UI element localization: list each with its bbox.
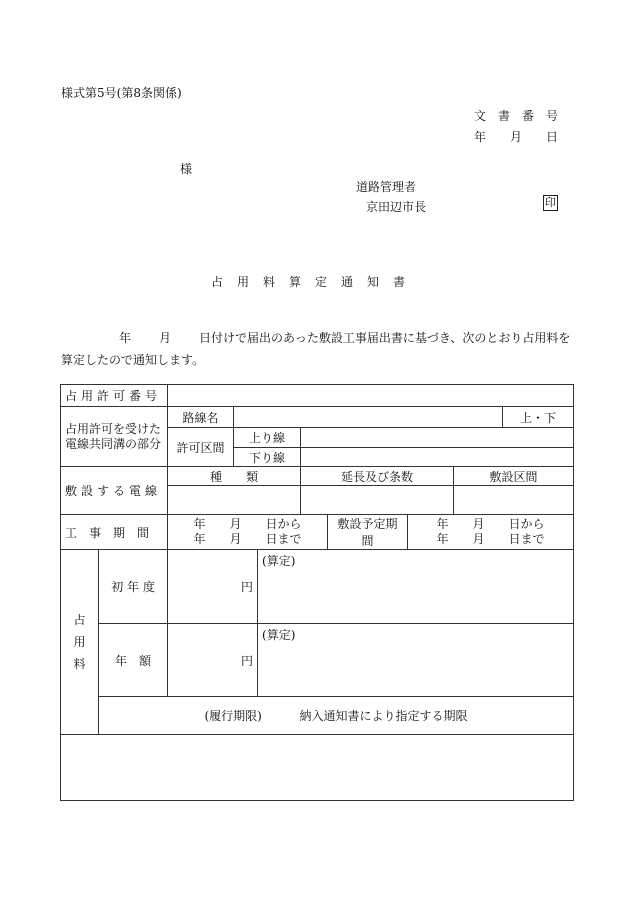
intro-paragraph [61, 327, 573, 371]
first-year-calc: (算定) [258, 550, 574, 624]
fee-label-char-2: 用 [73, 635, 86, 649]
cable-section-value [454, 486, 574, 515]
annual-yen: 円 [168, 624, 258, 697]
cable-section-header: 敷設区間 [454, 467, 574, 486]
permit-section-label: 許可区間 [168, 428, 234, 467]
first-year-yen: 円 [168, 550, 258, 624]
down-line-value [301, 448, 574, 467]
deadline-label: (履行期限) [204, 709, 262, 723]
fee-calculation-table [60, 384, 574, 801]
work-period-to: 年 月 日まで [193, 532, 302, 546]
planned-period-dates [408, 515, 574, 550]
planned-period-to: 年 月 日まで [436, 532, 545, 546]
deadline-row [99, 697, 574, 735]
mayor-label: 京田辺市長 [366, 200, 427, 214]
annual-calc: (算定) [258, 624, 574, 697]
route-name-value [234, 407, 503, 428]
fee-label [61, 550, 99, 735]
intro-text: 日付けで届出のあった敷設工事届出書に基づき、次のとおり占用料を算定したので通知します。 [61, 331, 571, 367]
cable-length-value [301, 486, 454, 515]
cable-label: 敷設する電線 [61, 467, 168, 515]
intro-month: 月 [159, 331, 172, 345]
issue-date-label: 年 月 日 [473, 130, 558, 144]
cable-type-header: 種 類 [168, 467, 301, 486]
annual-label: 年 額 [99, 624, 168, 697]
down-line-label: 下り線 [234, 448, 301, 467]
remarks-area [61, 735, 574, 801]
up-line-value [301, 428, 574, 448]
deadline-text: 納入通知書により指定する期限 [299, 709, 468, 723]
addressee-suffix: 様 [180, 162, 193, 176]
cable-length-header: 延長及び条数 [301, 467, 454, 486]
permit-number-value [168, 385, 574, 407]
document-title: 占用料算定通知書 [210, 275, 419, 289]
road-manager-label: 道路管理者 [356, 180, 417, 194]
work-period-from: 年 月 日から [193, 517, 302, 531]
document-number-block [474, 106, 558, 148]
up-line-label: 上り線 [234, 428, 301, 448]
planned-period-label: 敷設予定期間 [328, 515, 408, 550]
seal-stamp: 印 [545, 196, 556, 209]
planned-period-from: 年 月 日から [436, 517, 545, 531]
document-number-label: 文 書 番 号 [473, 109, 558, 123]
work-period-dates [168, 515, 328, 550]
cable-type-value [168, 486, 301, 515]
fee-label-char-1: 占 [73, 613, 86, 627]
route-name-label: 路線名 [168, 407, 234, 428]
intro-year: 年 [119, 331, 132, 345]
fee-label-char-3: 料 [73, 657, 86, 671]
permit-number-label: 占用許可番号 [61, 385, 168, 407]
up-down-label: 上・下 [503, 407, 574, 428]
first-year-label: 初 年 度 [99, 550, 168, 624]
shared-ditch-label: 占用許可を受けた電線共同溝の部分 [61, 407, 168, 467]
form-number: 様式第5号(第8条関係) [61, 86, 182, 100]
work-period-label: 工 事 期 間 [61, 515, 168, 550]
